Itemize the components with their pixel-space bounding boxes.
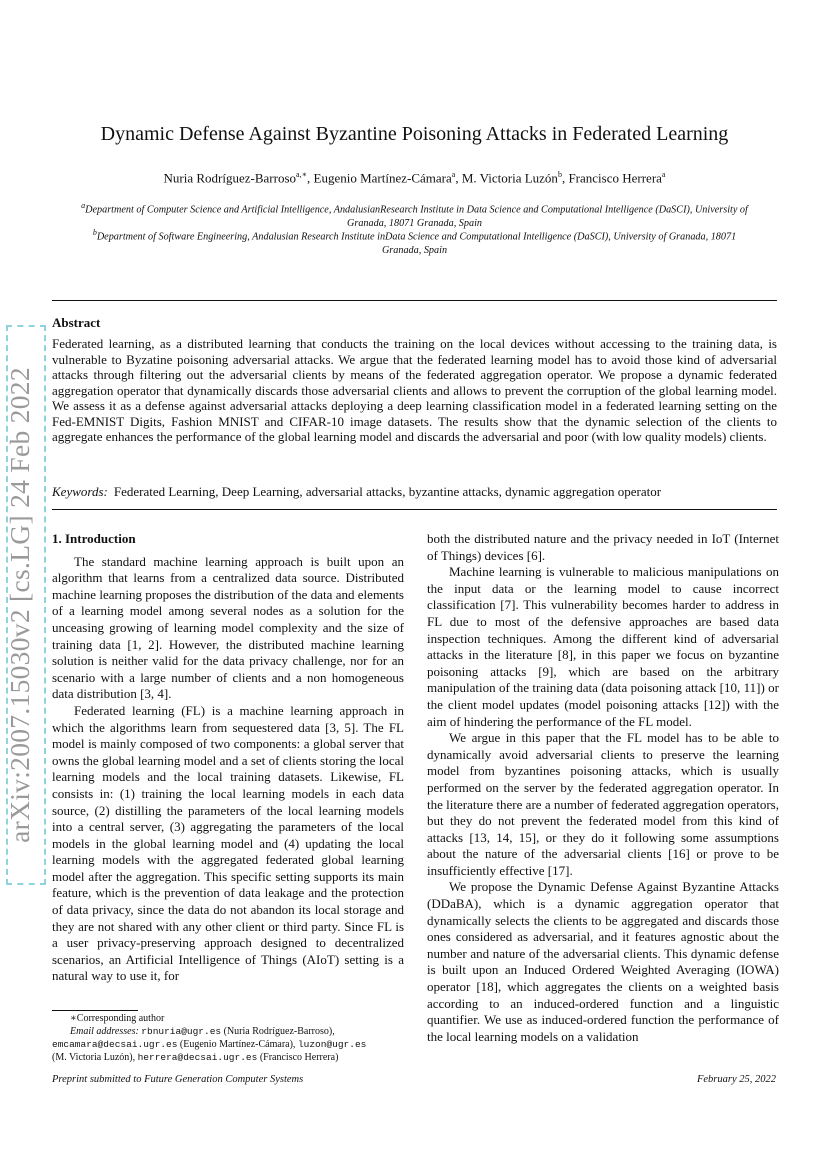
- author-name: Nuria Rodríguez-Barroso: [163, 170, 297, 186]
- email-owner: (Francisco Herrera): [259, 1052, 339, 1063]
- paper-title: Dynamic Defense Against Byzantine Poisoning Attacks in Federated Learning: [100, 123, 729, 145]
- left-column: [52, 531, 404, 985]
- keywords-label: Keywords:: [52, 484, 108, 499]
- affil-a-line1: Department of Computer Science and Artificial Intelligence, AndalusianResearch Institute in Data Science and Computational Intelligence (DaSCI), University of: [85, 204, 748, 216]
- footnote-rule: [52, 1010, 138, 1011]
- email-owner: (Nuria Rodríguez-Barroso),: [223, 1026, 335, 1037]
- corresponding-author-note: ∗Corresponding author: [70, 1013, 165, 1024]
- abstract-text: Federated learning, as a distributed learning that conducts the training on the local devices without accessing to the training data, is vulnerable to Byzatine poisoning adversarial attacks. We argue that the federated learning model has to avoid those kind of adversarial attacks through filtering out the adversarial clients by means of the federated aggregation operator. We propose a dynamic federated aggregation operator that dynamically discards those adversarial clients and allows to prevent the corruption of the global learning model. We assess it as a defense against adversarial attacks deploying a deep learning classification model in a federated learning setting on the Fed-EMNIST Digits, Fashion MNIST and CIFAR-10 image datasets. The results show that the dynamic selection of the clients to aggregate enhances the performance of the global learning model and discards the adversarial and poor (with low quality models) clients.: [52, 336, 777, 444]
- footer-date: February 25, 2022: [696, 1074, 776, 1085]
- abstract-rule: [52, 509, 777, 510]
- paragraph: We argue in this paper that the FL model has to be able to dynamically avoid adversarial clients to preserve the learning model from byzantines poisoning attacks, which is usually performed on the server by the federated aggregation operator. In the literature there are a number of federated aggregation operators, but they do not prevent the federated model from this kind of attacks [13, 14, 15], or they do it following some assumptions about the nature of the adversarial clients [16] or prove to be insufficiently effective [17].: [427, 730, 779, 878]
- keywords: [52, 484, 777, 500]
- footer-journal: Preprint submitted to Future Generation Computer Systems: [52, 1074, 304, 1085]
- paragraph: Machine learning is vulnerable to malicious manipulations on the input data or the learning model to cause incorrect classification [7]. This vulnerability becomes harder to address in FL due to most of the defensive approaches are based data inspection techniques. Among the different kind of adversarial attacks in the literature [8], in this paper we focus on byzantine poisoning attacks [9], which are based on the arbitrary manipulation of the training data (data poisoning attack [10, 11]) or the client model updates (model poisoning attacks [12]) with the aim of hindering the performance of the FL model.: [427, 564, 779, 729]
- section-heading: 1. Introduction: [52, 531, 136, 546]
- paragraph: both the distributed nature and the privacy needed in IoT (Internet of Things) devices [6].: [427, 531, 779, 563]
- author-affil-mark: a: [451, 170, 456, 179]
- author-name: Francisco Herrera: [568, 170, 662, 186]
- email-link[interactable]: herrera@decsai.ugr.es: [137, 1052, 258, 1063]
- email-owner: (M. Victoria Luzón),: [52, 1052, 136, 1063]
- footnotes: [52, 1012, 404, 1064]
- email-line: [52, 1025, 404, 1038]
- affil-a-line2: Granada, 18071 Granada, Spain: [347, 218, 482, 230]
- paragraph: Federated learning (FL) is a machine learning approach in which the algorithms learn from sequestered data [3, 5]. The FL model is mainly composed of two components: a global server that owns the global learning model and a set of clients storing the local learning models and the local training datasets. Likewise, FL consists in: (1) training the local learning models in each data source, (2) distilling the parameters of the local learning models into a central server, (3) aggregating the parameters of the local models in the global learning model and (4) updating the local learning models with the aggregated federated global learning model after the aggregation. This specific setting supports its main feature, which is the prevention of data leakage and the protection of data privacy, since the data do not abandon its local storage and they are not shared with any other client or third party. Since FL is a user privacy-preserving approach designed to decentralized scenarios, an Artificial Intelligence of Things (AIoT) setting is a natural way to use it, for: [52, 702, 404, 984]
- email-link[interactable]: emcamara@decsai.ugr.es: [52, 1039, 178, 1050]
- email-link[interactable]: rbnuria@ugr.es: [141, 1026, 222, 1037]
- paragraph: We propose the Dynamic Defense Against Byzantine Attacks (DDaBA), which is a dynamic aggregation operator that dynamically selects the clients to be aggregated and discards those ones considered as adversarial, and it features agnostic about the number and nature of the adversarial clients. This dynamic defense is built upon an Induced Ordered Weighted Averaging (IOWA) operator [18], which aggregates the clients on a weighted basis according to an induced-ordered function and a linguistic quantifier. We use as induced-ordered function the performance of the local learning models on a validation: [427, 879, 779, 1044]
- keywords-text: Federated Learning, Deep Learning, adversarial attacks, byzantine attacks, dynamic aggregation operator: [113, 484, 662, 499]
- author-list: Nuria Rodríguez-Barroso$^{a,∗}$, Eugenio Martínez-Cámara$^a$, M. Victoria Luzón$^b$, Francisco Herrera$^a$: [163, 170, 666, 186]
- affil-b-line1: Department of Software Engineering, Andalusian Research Institute inData Science and Computational Intelligence (DaSCI), University of Granada, 18071: [96, 231, 737, 243]
- email-link[interactable]: luzon@ugr.es: [297, 1039, 367, 1050]
- arxiv-identifier[interactable]: arXiv:2007.15030v2 [cs.LG] 24 Feb 2022: [4, 367, 35, 843]
- email-label: Email addresses:: [70, 1026, 139, 1037]
- affil-b-line2: Granada, Spain: [381, 245, 448, 257]
- author-name: M. Victoria Luzón: [461, 170, 558, 186]
- email-line: [52, 1051, 404, 1064]
- email-line: [52, 1038, 404, 1051]
- author-affil-mark: a: [661, 170, 666, 179]
- author-affil-mark: a,∗: [296, 170, 308, 179]
- right-column: [427, 531, 779, 1045]
- affil-mark: a: [81, 201, 86, 210]
- author-affil-mark: b: [557, 170, 562, 179]
- author-name: Eugenio Martínez-Cámara: [313, 170, 452, 186]
- abstract-heading: Abstract: [52, 315, 101, 330]
- header-rule: [52, 300, 777, 301]
- email-owner: (Eugenio Martínez-Cámara),: [179, 1039, 296, 1050]
- affiliation-b: [52, 226, 777, 258]
- affil-mark: b: [92, 228, 97, 237]
- paragraph: The standard machine learning approach is built upon an algorithm that learns from a centralized data source. Distributed machine learning proposes the distribution of the data and elements of a learning model among several nodes as a solution for the unceasing growing of learning model complexity and the size of training data [1, 2]. However, the distributed machine learning solution is neither valid for the data privacy challenge, nor for an scenario with a large number of clients and a non homogeneous data distribution [3, 4].: [52, 553, 404, 702]
